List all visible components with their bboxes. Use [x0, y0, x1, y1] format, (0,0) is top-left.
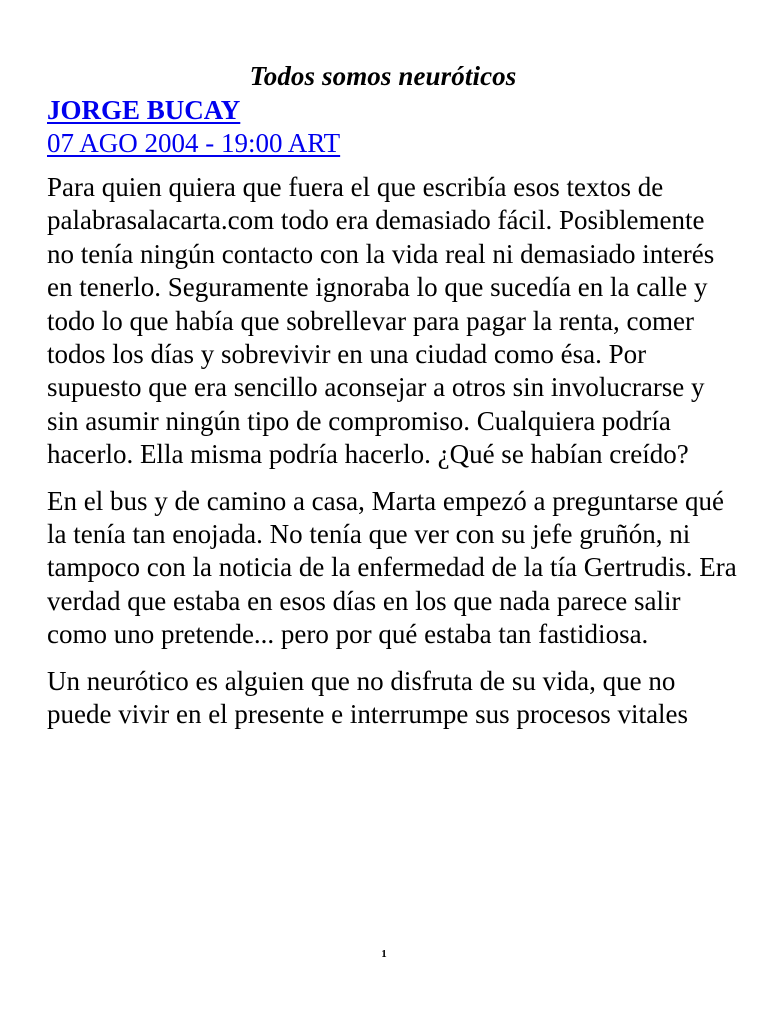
paragraph-2: En el bus y de camino a casa, Marta empezó a preguntarse qué la tenía tan enojada. No tenía que ver con su jefe gruñón, ni tampoco con la noticia de la enfermedad de la tía Gertrudis. Era verdad que estaba en esos días en los que nada parece salir como uno pretende... pero por qué estaba tan fastidiosa.: [47, 485, 737, 650]
paragraph-1: Para quien quiera que fuera el que escribía esos textos de palabrasalacarta.com todo era demasiado fácil. Posiblemente no tenía ningún contacto con la vida real ni demasiado interés en tenerlo. Seguramente ignoraba lo que sucedía en la calle y todo lo que había que sobrellevar para pagar la renta, comer todos los días y sobrevivir en una ciudad como ésa. Por supuesto que era sencillo aconsejar a otros sin involucrarse y sin asumir ningún tipo de compromiso. Cualquiera podría hacerlo. Ella misma podría hacerlo. ¿Qué se habían creído?: [47, 172, 715, 470]
document-page: [47, 58, 737, 732]
paragraph-3: Un neurótico es alguien que no disfruta de su vida, que no puede vivir en el presente e interrumpe sus procesos vitales: [47, 665, 689, 730]
date-line: [47, 127, 737, 160]
article-title: Todos somos neuróticos: [249, 61, 517, 91]
author-link[interactable]: JORGE BUCAY: [47, 95, 241, 125]
page-number: 1: [381, 948, 387, 960]
author-line: [47, 94, 737, 127]
date-link[interactable]: 07 AGO 2004 - 19:00 ART: [47, 128, 341, 158]
